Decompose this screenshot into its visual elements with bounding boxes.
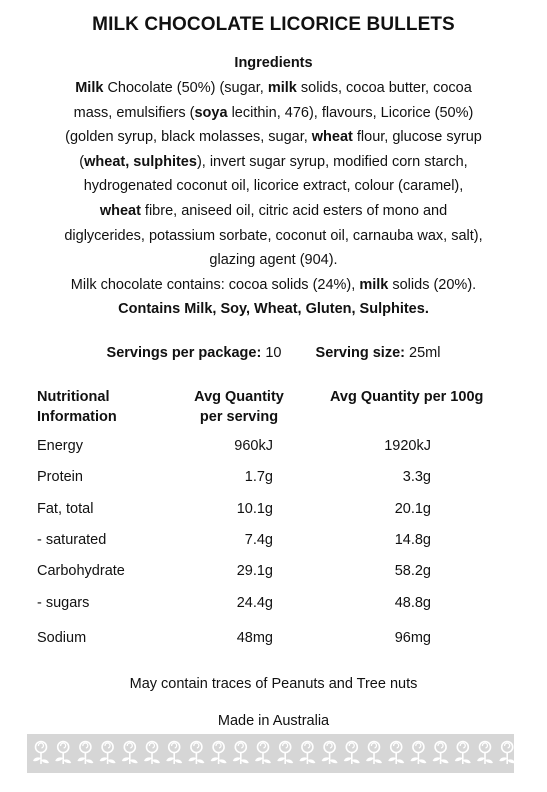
- rose-motif: [77, 742, 93, 765]
- ingredients-line: (golden syrup, black molasses, sugar, wheat flour, glucose syrup: [65, 129, 482, 146]
- servings-info: [0, 345, 547, 361]
- servings-per-package-value: 10: [265, 345, 282, 361]
- product-title: MILK CHOCOLATE LICORICE BULLETS: [92, 14, 455, 35]
- nutrition-header-col3: Avg Quantity per 100g: [330, 389, 484, 405]
- rose-pattern-icon: [27, 734, 514, 773]
- per-serving-value: 10.1g: [236, 501, 273, 517]
- origin-text: Made in Australia: [217, 713, 330, 729]
- nutrition-header-col2: Avg Quantity per serving: [194, 389, 284, 425]
- ingredients-line: wheat fibre, aniseed oil, citric acid esters of mono and: [99, 203, 448, 219]
- rose-motif: [366, 742, 382, 765]
- rose-motif: [233, 742, 249, 765]
- per-100g-value: 58.2g: [394, 563, 431, 579]
- nutrient-name: - saturated: [37, 532, 107, 548]
- serving-size-label: Serving size:: [315, 345, 405, 361]
- per-serving-value: 960kJ: [234, 438, 273, 454]
- per-100g-value: 1920kJ: [384, 438, 431, 454]
- ingredients-line: Contains Milk, Soy, Wheat, Gluten, Sulphites.: [118, 301, 429, 318]
- per-serving-value: 29.1g: [236, 563, 273, 579]
- rose-motif: [100, 742, 116, 765]
- rose-motif: [433, 742, 449, 765]
- nutrient-name: - sugars: [37, 595, 90, 611]
- ingredients-line: Milk Chocolate (50%) (sugar, milk solids, cocoa butter, cocoa: [75, 80, 472, 96]
- rose-motif: [188, 742, 204, 765]
- nutrient-name: Sodium: [37, 630, 87, 646]
- rose-motif: [388, 742, 404, 765]
- rose-motif: [33, 742, 49, 765]
- nutrition-row: [0, 469, 547, 489]
- nutrient-name: Protein: [37, 469, 83, 485]
- per-serving-value: 48mg: [236, 630, 273, 646]
- ingredients-line: mass, emulsifiers (soya lecithin, 476), flavours, Licorice (50%): [73, 104, 474, 121]
- nutrition-row: [0, 501, 547, 521]
- ingredients-line: (wheat, sulphites), invert sugar syrup, modified corn starch,: [79, 153, 468, 170]
- ingredients-line: hydrogenated coconut oil, licorice extract, colour (caramel),: [83, 178, 464, 195]
- rose-motif: [299, 742, 315, 765]
- nutrition-row: [0, 563, 547, 583]
- rose-motif: [344, 742, 360, 765]
- nutrition-row: [0, 532, 547, 552]
- decorative-band: [27, 734, 514, 773]
- per-100g-value: 96mg: [394, 630, 431, 646]
- servings-per-package-label: Servings per package:: [106, 345, 262, 361]
- rose-motif: [277, 742, 293, 765]
- per-serving-value: 1.7g: [244, 469, 273, 485]
- ingredients-line: glazing agent (904).: [209, 252, 338, 269]
- nutrition-header-col1: Nutritional Information: [37, 389, 117, 425]
- rose-motif: [211, 742, 227, 765]
- per-100g-value: 48.8g: [394, 595, 431, 611]
- rose-motif: [455, 742, 471, 765]
- rose-motif: [477, 742, 493, 765]
- rose-motif: [499, 742, 514, 765]
- ingredients-line: Milk chocolate contains: cocoa solids (24%), milk solids (20%).: [70, 276, 477, 293]
- rose-motif: [322, 742, 338, 765]
- rose-motif: [166, 742, 182, 765]
- serving-size-value: 25ml: [409, 345, 441, 361]
- per-serving-value: 7.4g: [244, 532, 273, 548]
- ingredients-line: diglycerides, potassium sorbate, coconut oil, carnauba wax, salt),: [64, 227, 483, 244]
- nutrient-name: Fat, total: [37, 501, 94, 517]
- allergen-note: May contain traces of Peanuts and Tree nuts: [129, 676, 418, 692]
- nutrient-name: Carbohydrate: [37, 563, 125, 579]
- nutrition-row: [0, 595, 547, 615]
- nutrition-row: [0, 630, 547, 650]
- rose-motif: [144, 742, 160, 765]
- rose-motif: [55, 742, 71, 765]
- rose-motif: [410, 742, 426, 765]
- rose-motif: [122, 742, 138, 765]
- rose-motif: [255, 742, 271, 765]
- nutrient-name: Energy: [37, 438, 83, 454]
- per-100g-value: 3.3g: [402, 469, 431, 485]
- per-100g-value: 20.1g: [394, 501, 431, 517]
- ingredients-heading: Ingredients: [234, 55, 313, 71]
- per-serving-value: 24.4g: [236, 595, 273, 611]
- per-100g-value: 14.8g: [394, 532, 431, 548]
- nutrition-row: [0, 438, 547, 458]
